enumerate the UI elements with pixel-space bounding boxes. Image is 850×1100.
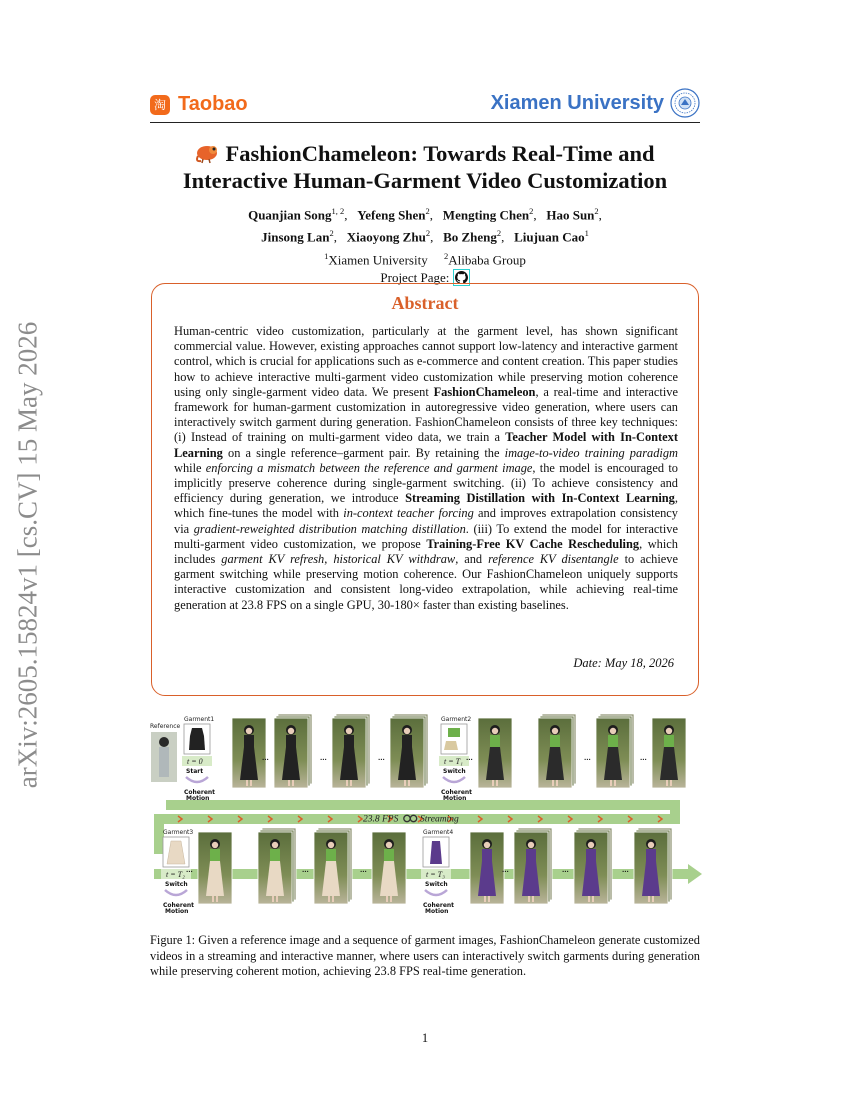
ellipsis-7: ... <box>186 867 193 874</box>
video-frame-3 <box>332 714 370 788</box>
ellipsis-6: ... <box>640 755 647 762</box>
svg-text:Motion: Motion <box>443 795 467 802</box>
video-frame-14 <box>514 828 552 904</box>
chameleon-icon <box>195 142 221 164</box>
paper-title: FashionChameleon: Towards Real-Time and Interactive Human-Garment Video Customization <box>182 141 668 193</box>
video-frame-7 <box>596 714 634 788</box>
svg-text:Motion: Motion <box>165 908 189 915</box>
author-block: Quanjian Song$^{1, 2}$, Yefeng Shen$^2$, Mengting Chen$^2$, Hao Sun$^2$, Jinsong Lan$^2$, Xiaoyong Zhu$^2$, Bo Zheng$^2$, Liujuan Cao$^1$ $^1$Xiamen University $^2$Alibaba Group Project Page: <box>248 206 602 285</box>
xmu-logo <box>491 88 700 118</box>
svg-text:Switch: Switch <box>443 768 466 775</box>
garment-card-4 <box>421 829 454 915</box>
reference-label: Reference <box>150 723 181 730</box>
svg-text:Coherent: Coherent <box>184 789 216 796</box>
abstract-body: Human-centric video customization, particularly at the garment level, has shown significant commercial value. However, existing approaches cannot support low-latency and interactive garment control, which is crucial for applications such as e-commerce and content creation. This paper studies how to achieve interactive multi-garment video customization while preserving motion coherence using only single-garment video data. We present FashionChameleon, a real-time and interactive framework for human-garment customization in autoregressive video generation, where users can interactively switch garment during generation. FashionChameleon consists of three key techniques: (i) Instead of training on multi-garment video data, we train a Teacher Model with In-Context Learning on a single reference–garment pair. By retaining the image-to-video training paradigm while enforcing a mismatch between the reference and garment image, the model is encouraged to implicitly preserve coherence during single-garment switching. (ii) To achieve consistency and efficiency during generation, we introduce Streaming Distillation with In-Context Learning, which fine-tunes the model with in-context teacher forcing and improves extrapolation consistency via gradient-reweighted distribution matching distillation. (iii) To extend the model for interactive multi-garment video customization, we propose Training-Free KV Cache Rescheduling, which includes garment KV refresh, historical KV withdraw, and reference KV disentangle to achieve garment switching while preserving motion coherence. Our FashionChameleon uniquely supports interactive customization and consistent long-video extrapolation, while achieving real-time generation at 23.8 FPS on a single GPU, 30-180× faster than existing baselines. <box>174 324 679 612</box>
svg-text:t = 0: t = 0 <box>187 757 203 766</box>
video-frame-12 <box>372 832 406 904</box>
ellipsis-8: ... <box>302 867 309 874</box>
page-header <box>150 90 700 123</box>
figure-caption: Figure 1: Given a reference image and a sequence of garment images, FashionChameleon generate customized videos in a streaming and interactive manner, where users can interactively switch garments during generation while preserving coherent motion, achieving 23.8 FPS real-time generation. <box>150 933 700 978</box>
video-frame-8 <box>652 718 686 788</box>
video-frame-1 <box>232 718 266 788</box>
video-frame-5 <box>478 718 512 788</box>
taobao-icon: 淘 <box>150 95 170 115</box>
figure-1-illustration <box>148 712 702 930</box>
video-frame-15 <box>574 828 612 904</box>
ellipsis-5: ... <box>584 755 591 762</box>
fps-label: 23.8 FPS <box>363 814 399 825</box>
svg-text:t = T₃: t = T₃ <box>426 870 445 879</box>
taobao-logo <box>150 93 248 116</box>
ellipsis-10: ... <box>502 867 509 874</box>
ellipsis-2: ... <box>320 755 327 762</box>
abstract-box <box>151 283 699 696</box>
video-frame-6 <box>538 714 576 788</box>
svg-text:Switch: Switch <box>425 881 448 888</box>
ellipsis-11: ... <box>562 867 569 874</box>
svg-text:Coherent: Coherent <box>163 902 195 909</box>
svg-text:Garment1: Garment1 <box>184 716 215 723</box>
taobao-name: Taobao <box>178 93 248 115</box>
abstract-date: Date: May 18, 2026 <box>573 656 674 670</box>
svg-text:Garment3: Garment3 <box>163 829 194 836</box>
video-frame-16 <box>634 828 672 904</box>
figure-1 <box>148 712 702 930</box>
ellipsis-12: ... <box>622 867 629 874</box>
svg-text:Garment4: Garment4 <box>423 829 454 836</box>
ellipsis-4: ... <box>466 755 473 762</box>
video-frame-2 <box>274 714 312 788</box>
svg-text:Motion: Motion <box>186 795 210 802</box>
abstract-heading: Abstract <box>391 293 459 313</box>
svg-text:Coherent: Coherent <box>423 902 455 909</box>
svg-text:t = T₁: t = T₁ <box>444 757 463 766</box>
video-frame-13 <box>470 832 504 904</box>
streaming-label: Streaming <box>420 814 459 825</box>
svg-text:t = T₂: t = T₂ <box>166 870 185 879</box>
svg-text:Coherent: Coherent <box>441 789 473 796</box>
svg-text:Motion: Motion <box>425 908 449 915</box>
project-page-label: Project Page: <box>380 269 450 285</box>
video-frame-11 <box>314 828 352 904</box>
svg-text:Garment2: Garment2 <box>441 716 472 723</box>
svg-text:Start: Start <box>186 768 204 775</box>
page-number: 1 <box>421 1031 429 1045</box>
university-seal-icon <box>670 88 700 118</box>
reference-image <box>151 732 177 782</box>
ellipsis-3: ... <box>378 755 385 762</box>
xmu-name: Xiamen University <box>490 91 664 114</box>
video-frame-9 <box>198 832 232 904</box>
video-frame-10 <box>258 828 296 904</box>
garment-card-1 <box>182 716 215 802</box>
streaming-band-top <box>166 800 676 810</box>
video-frame-4 <box>390 714 428 788</box>
ellipsis-1: ... <box>262 755 269 762</box>
ellipsis-9: ... <box>360 867 367 874</box>
svg-text:Switch: Switch <box>165 881 188 888</box>
streaming-arrow-head <box>688 864 702 884</box>
